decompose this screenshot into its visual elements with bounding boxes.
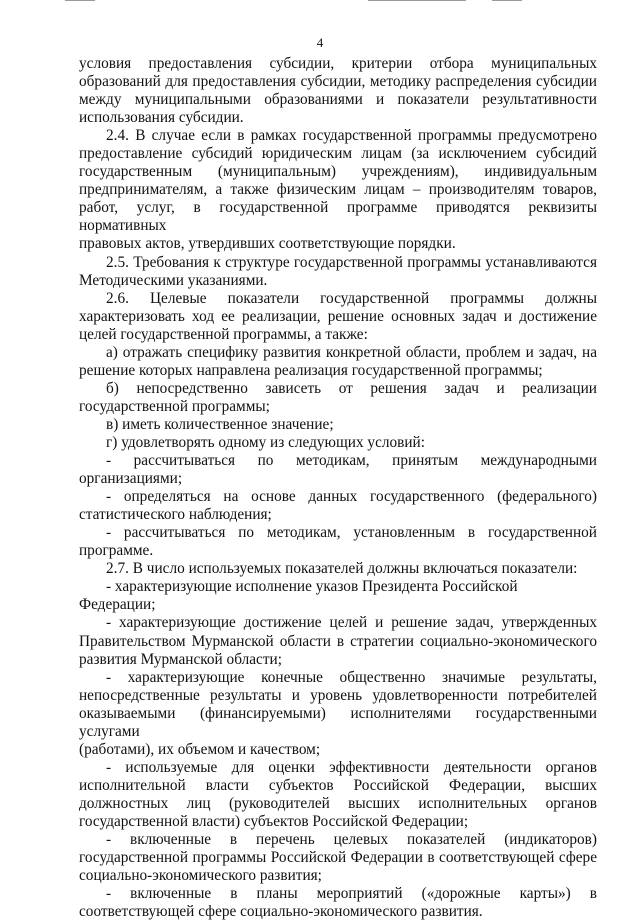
text-line: - включенные в перечень целевых показателей (индикаторов) (106, 831, 597, 849)
text-line: - характеризующие исполнение указов Президента Российской Федерации; (79, 578, 518, 614)
paragraph-p-v (79, 416, 597, 434)
paragraph-p-g3 (79, 524, 597, 560)
text-line: - рассчитываться по методикам, принятым международными (106, 452, 597, 470)
text-line: организациями; (79, 470, 183, 488)
paragraph-p-a (79, 344, 597, 380)
text-line: государственной программы Российской Федерации в соответствующей сфере (79, 849, 597, 867)
text-line: в) иметь количественное значение; (106, 415, 334, 433)
text-line: предпринимателям, а также физическим лицам – производителям товаров, (79, 181, 597, 199)
text-line: - рассчитываться по методикам, установленным в государственной (106, 524, 597, 542)
paragraph-p-i6 (79, 885, 597, 921)
text-line: г) удовлетворять одному из следующих условий: (106, 433, 425, 451)
top-edge-mark-right (492, 0, 522, 1)
text-line: работ, услуг, в государственной программе приводятся реквизиты нормативных (79, 199, 597, 235)
paragraph-p-i1 (79, 578, 597, 614)
text-line: 2.5. Требования к структуре государственной программы устанавливаются (106, 253, 597, 271)
text-line: исполнительной власти субъектов Российской Федерации, высших (79, 776, 597, 794)
text-line: - включенные в планы мероприятий («дорожные карты») в (106, 885, 597, 903)
text-line: целей государственной программы, а также: (79, 325, 368, 343)
text-line: использования субсидии. (79, 109, 244, 127)
text-line: - определяться на основе данных государственного (федерального) (106, 488, 597, 506)
text-line: оказываемыми (финансируемыми) исполнителями государственными услугами (79, 704, 597, 740)
text-line: Правительством Мурманской области в стратегии социально-экономического (79, 632, 597, 650)
paragraph-p-b (79, 380, 597, 416)
text-line: соответствующей сфере социально-экономического развития. (79, 903, 483, 921)
paragraph-p-cont (79, 55, 597, 127)
text-line: 2.7. В число используемых показателей должны включаться показатели: (106, 560, 578, 578)
text-line: условия предоставления субсидии, критерии отбора муниципальных (79, 55, 597, 72)
text-line: (работами), их объемом и качеством; (79, 740, 321, 758)
paragraph-p-g2 (79, 488, 597, 524)
text-line: 2.4. В случае если в рамках государственной программы предусмотрено (106, 127, 597, 145)
paragraph-p-2-7 (79, 560, 597, 578)
text-line: программе. (79, 542, 154, 560)
text-line: а) отражать специфику развития конкретной области, проблем и задач, на (106, 343, 597, 361)
top-edge-mark-middle (368, 0, 466, 1)
paragraph-p-2-4 (79, 127, 597, 253)
paragraph-p-i5 (79, 831, 597, 885)
paragraph-p-i4 (79, 759, 597, 831)
text-line: статистического наблюдения; (79, 506, 272, 524)
paragraph-p-g1 (79, 452, 597, 488)
text-line: государственной власти) субъектов Российской Федерации; (79, 812, 469, 830)
text-line: б) непосредственно зависеть от решения задач и реализации (106, 379, 597, 397)
text-line: развития Мурманской области; (79, 650, 282, 668)
paragraph-p-i2 (79, 614, 597, 668)
text-line: правовых актов, утвердивших соответствующие порядки. (79, 235, 456, 253)
text-line: образований для предоставления субсидии, методику распределения субсидии (79, 73, 597, 91)
text-line: - используемые для оценки эффективности деятельности органов (106, 758, 597, 776)
paragraph-p-g (79, 434, 597, 452)
text-line: - характеризующие конечные общественно значимые результаты, (106, 668, 597, 686)
text-line: государственным (муниципальным) учреждениям), индивидуальным (79, 163, 597, 181)
paragraph-p-2-6 (79, 290, 597, 344)
text-line: непосредственные результаты и уровень удовлетворенности потребителей (79, 686, 597, 704)
text-line: между муниципальными образованиями и показатели результативности (79, 91, 597, 109)
text-line: социально-экономического развития; (79, 867, 322, 885)
document-body (79, 55, 597, 921)
text-line: - характеризующие достижение целей и решение задач, утвержденных (106, 614, 597, 632)
top-edge-mark-left (65, 0, 95, 1)
text-line: предоставление субсидий юридическим лицам (за исключением субсидий (79, 145, 597, 163)
text-line: должностных лиц (руководителей высших исполнительных органов (79, 794, 597, 812)
paragraph-p-i3 (79, 669, 597, 759)
paragraph-p-2-5 (79, 254, 597, 290)
page-number: 4 (316, 35, 324, 50)
text-line: характеризовать ход ее реализации, решение основных задач и достижение (79, 307, 597, 325)
text-line: государственной программы; (79, 397, 270, 415)
text-line: Методическими указаниями. (79, 271, 268, 289)
text-line: 2.6. Целевые показатели государственной программы должны (106, 289, 597, 307)
text-line: решение которых направлена реализация государственной программы; (79, 361, 543, 379)
